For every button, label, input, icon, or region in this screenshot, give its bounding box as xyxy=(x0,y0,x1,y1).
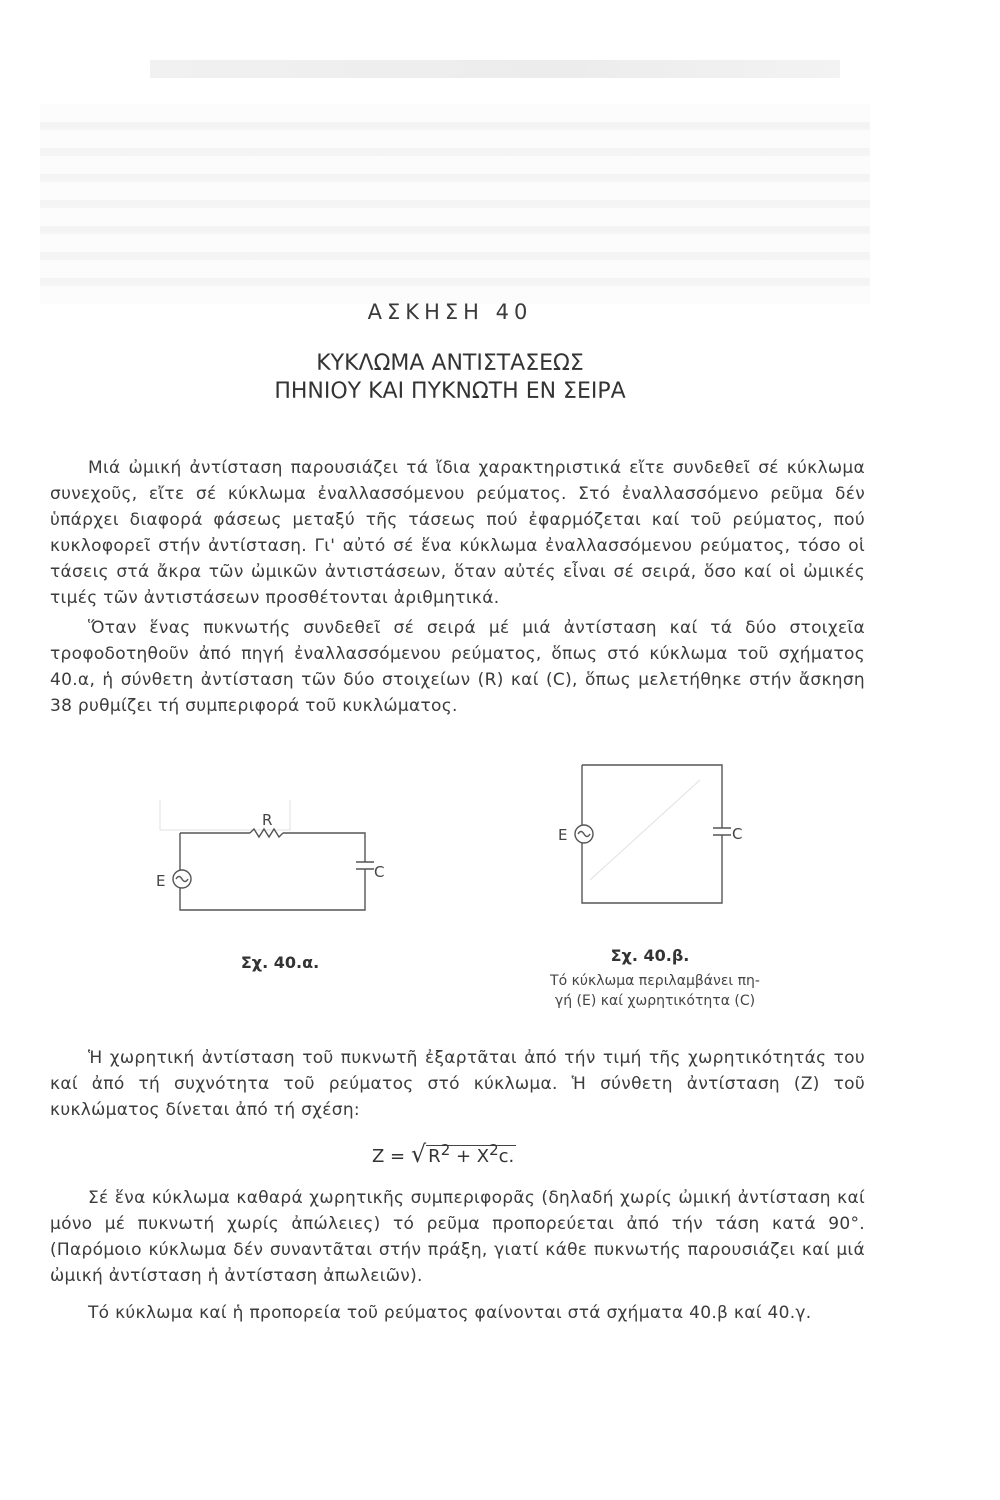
wire-top xyxy=(582,765,722,828)
capacitor-symbol xyxy=(356,862,374,869)
figure-40b-description-line2: γή (Ε) καί χωρητικότητα (C) xyxy=(554,993,756,1009)
label-r: R xyxy=(262,811,273,829)
figure-40b-diagram xyxy=(550,760,780,910)
exercise-number: ΑΣΚΗΣΗ 40 xyxy=(367,300,533,324)
figure-40b xyxy=(550,760,780,910)
figure-40a-caption: Σχ. 40.α. xyxy=(240,953,320,972)
paragraph-1: Μιά ὠμική ἀντίσταση παρουσιάζει τά ἴδια χαρακτηριστικά εἴτε συνδεθεῖ σέ κύκλωμα συνεχοῦς, εἴτε σέ κύκλωμα ἐναλλασσόμενου ρεύματος. Στό ἐναλλασσόμενο ρεῦμα δέν ὑπάρχει διαφορά φάσεως μεταξύ τῆς τάσεως πού ἐφαρμόζεται καί τοῦ ρεύματος, πού κυκλοφορεῖ στήν ἀντίσταση. Γι' αὐτό σέ ἕνα κύκλωμα ἐναλλασσόμενου ρεύματος, τόσο οἱ τάσεις στά ἄκρα τῶν ὠμικῶν ἀντιστάσεων, ὅταν αὐτές εἶναι σέ σειρά, ὅσο καί οἱ ὠμικές τιμές τῶν ἀντιστάσεων προσθέτονται ἀριθμητικά. xyxy=(50,458,865,608)
capacitor-symbol-b xyxy=(713,828,731,835)
chapter-title xyxy=(0,350,900,406)
formula-r: R xyxy=(428,1146,441,1167)
figure-40b-description-line1: Τό κύκλωμα περιλαμβάνει πη- xyxy=(550,973,760,989)
figure-40a-diagram xyxy=(150,800,400,925)
label-c-b: C xyxy=(732,825,743,843)
formula-plus: + X xyxy=(450,1146,490,1167)
chapter-title-line1: ΚΥΚΛΩΜΑ ΑΝΤΙΣΤΑΣΕΩΣ xyxy=(316,351,584,376)
label-c: C xyxy=(374,863,385,881)
formula-sq-r: 2 xyxy=(440,1141,451,1159)
formula-lhs: Ζ = xyxy=(372,1146,406,1167)
wire-bottom xyxy=(180,869,365,910)
paragraph-5: Τό κύκλωμα καί ἡ προπορεία τοῦ ρεύματος φαίνονται στά σχήματα 40.β καί 40.γ. xyxy=(88,1303,812,1323)
radical-sign: √ xyxy=(410,1140,427,1168)
formula-radicand xyxy=(426,1141,516,1167)
figure-40b-description xyxy=(520,971,790,1011)
figure-40a xyxy=(150,800,400,925)
wire-top-right xyxy=(283,833,365,862)
paragraph-3: Ἡ χωρητική ἀντίσταση τοῦ πυκνωτῆ ἐξαρτᾶται ἀπό τήν τιμή τῆς χωρητικότητάς του καί ἀπό τή συχνότητα τοῦ ρεύματος στό κύκλωμα. Ἡ σύνθετη ἀντίσταση (Ζ) τοῦ κυκλώματος δίνεται ἀπό τή σχέση: xyxy=(50,1048,865,1120)
paragraph-2: Ὅταν ἕνας πυκνωτής συνδεθεῖ σέ σειρά μέ μιά ἀντίσταση καί τά δύο στοιχεῖα τροφοδοτηθοῦν ἀπό πηγή ἐναλλασσόμενου ρεύματος, ὅπως στό κύκλωμα τοῦ σχήματος 40.α, ἡ σύνθετη ἀντίσταση τῶν δύο στοιχείων (R) καί (C), ὅπως μελετήθηκε στήν ἄσκηση 38 ρυθμίζει τή συμπεριφορά τοῦ κυκλώματος. xyxy=(50,618,865,716)
sine-glyph xyxy=(176,877,188,882)
bleed-through-text xyxy=(40,104,870,304)
bleed-through-header xyxy=(150,60,840,78)
label-e-b: E xyxy=(558,826,568,844)
wire-bottom-b xyxy=(582,835,722,903)
impedance-formula xyxy=(372,1140,516,1168)
formula-c: c. xyxy=(498,1146,515,1167)
ghost-diagonal xyxy=(590,780,700,880)
sine-glyph-b xyxy=(578,832,590,837)
formula-sq-x: 2 xyxy=(489,1141,499,1159)
paragraph-4: Σέ ἕνα κύκλωμα καθαρά χωρητικῆς συμπεριφορᾶς (δηλαδή χωρίς ὠμική ἀντίσταση καί μόνο μέ πυκνωτή χωρίς ἀπώλειες) τό ρεῦμα προπορεύεται ἀπό τήν τάση κατά 90°. (Παρόμοιο κύκλωμα δέν συναντᾶται στήν πράξη, γιατί κάθε πυκνωτής παρουσιάζει καί μιά ὠμική ἀντίσταση ἡ ἀντίσταση ἀπωλειῶν). xyxy=(50,1188,865,1286)
chapter-title-line2: ΠΗΝΙΟΥ ΚΑΙ ΠΥΚΝΩΤΗ ΕΝ ΣΕΙΡΑ xyxy=(274,379,626,404)
figure-40b-caption: Σχ. 40.β. xyxy=(610,946,690,965)
label-e: E xyxy=(156,872,166,890)
